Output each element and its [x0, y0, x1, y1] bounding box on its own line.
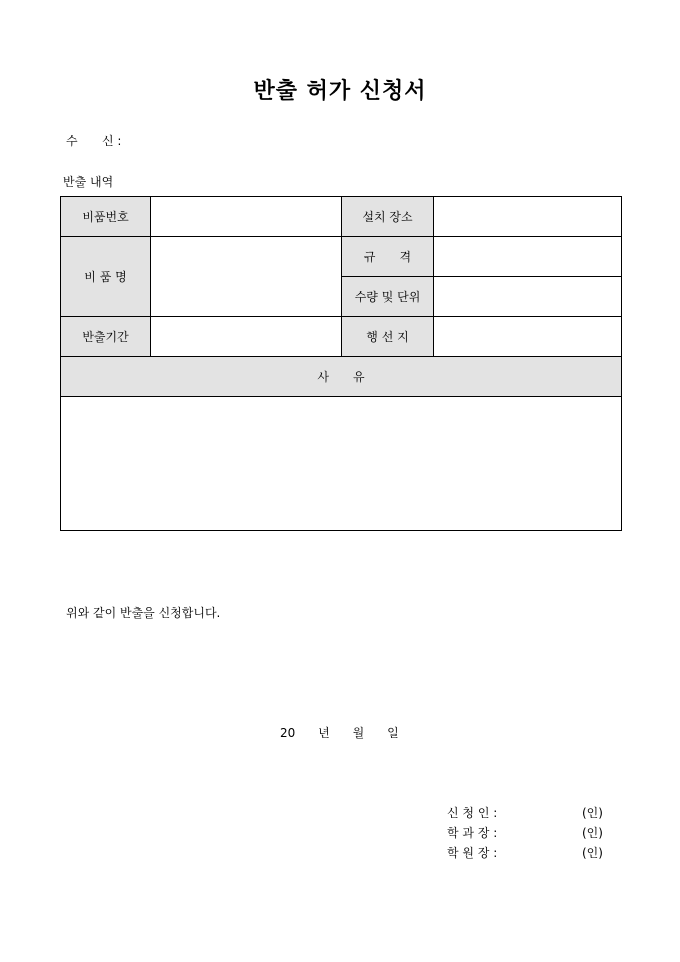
field-item-number[interactable] — [151, 197, 342, 237]
document-title: 반출 허가 신청서 — [253, 78, 427, 104]
signature-role: 학 과 장 : — [447, 826, 498, 840]
field-period[interactable] — [151, 317, 342, 357]
label-reason: 사 유 — [61, 357, 622, 397]
label-period: 반출기간 — [61, 317, 151, 357]
signature-applicant — [447, 804, 607, 821]
section-label: 반출 내역 — [63, 175, 114, 189]
recipient-line — [66, 132, 121, 149]
seal-mark: (인) — [582, 826, 603, 840]
export-details-table — [60, 196, 622, 531]
field-item-name[interactable] — [151, 237, 342, 317]
signature-role: 신 청 인 : — [447, 806, 498, 820]
field-reason[interactable] — [61, 397, 622, 531]
signature-director — [447, 844, 607, 861]
label-destination: 행 선 지 — [342, 317, 434, 357]
label-install-location: 설치 장소 — [342, 197, 434, 237]
label-spec: 규 격 — [342, 237, 434, 277]
date-line: 20 년 월 일 — [280, 726, 399, 740]
field-quantity-unit[interactable] — [434, 277, 622, 317]
label-item-number: 비품번호 — [61, 197, 151, 237]
recipient-label-part-2: 신 : — [102, 134, 122, 148]
label-quantity-unit: 수량 및 단위 — [342, 277, 434, 317]
signature-department-head — [447, 824, 607, 841]
seal-mark: (인) — [582, 846, 603, 860]
signature-role: 학 원 장 : — [447, 846, 498, 860]
confirmation-text: 위와 같이 반출을 신청합니다. — [66, 606, 221, 620]
seal-mark: (인) — [582, 806, 603, 820]
field-destination[interactable] — [434, 317, 622, 357]
label-item-name: 비 품 명 — [61, 237, 151, 317]
field-spec[interactable] — [434, 237, 622, 277]
recipient-label-part-1: 수 — [66, 134, 78, 148]
field-install-location[interactable] — [434, 197, 622, 237]
